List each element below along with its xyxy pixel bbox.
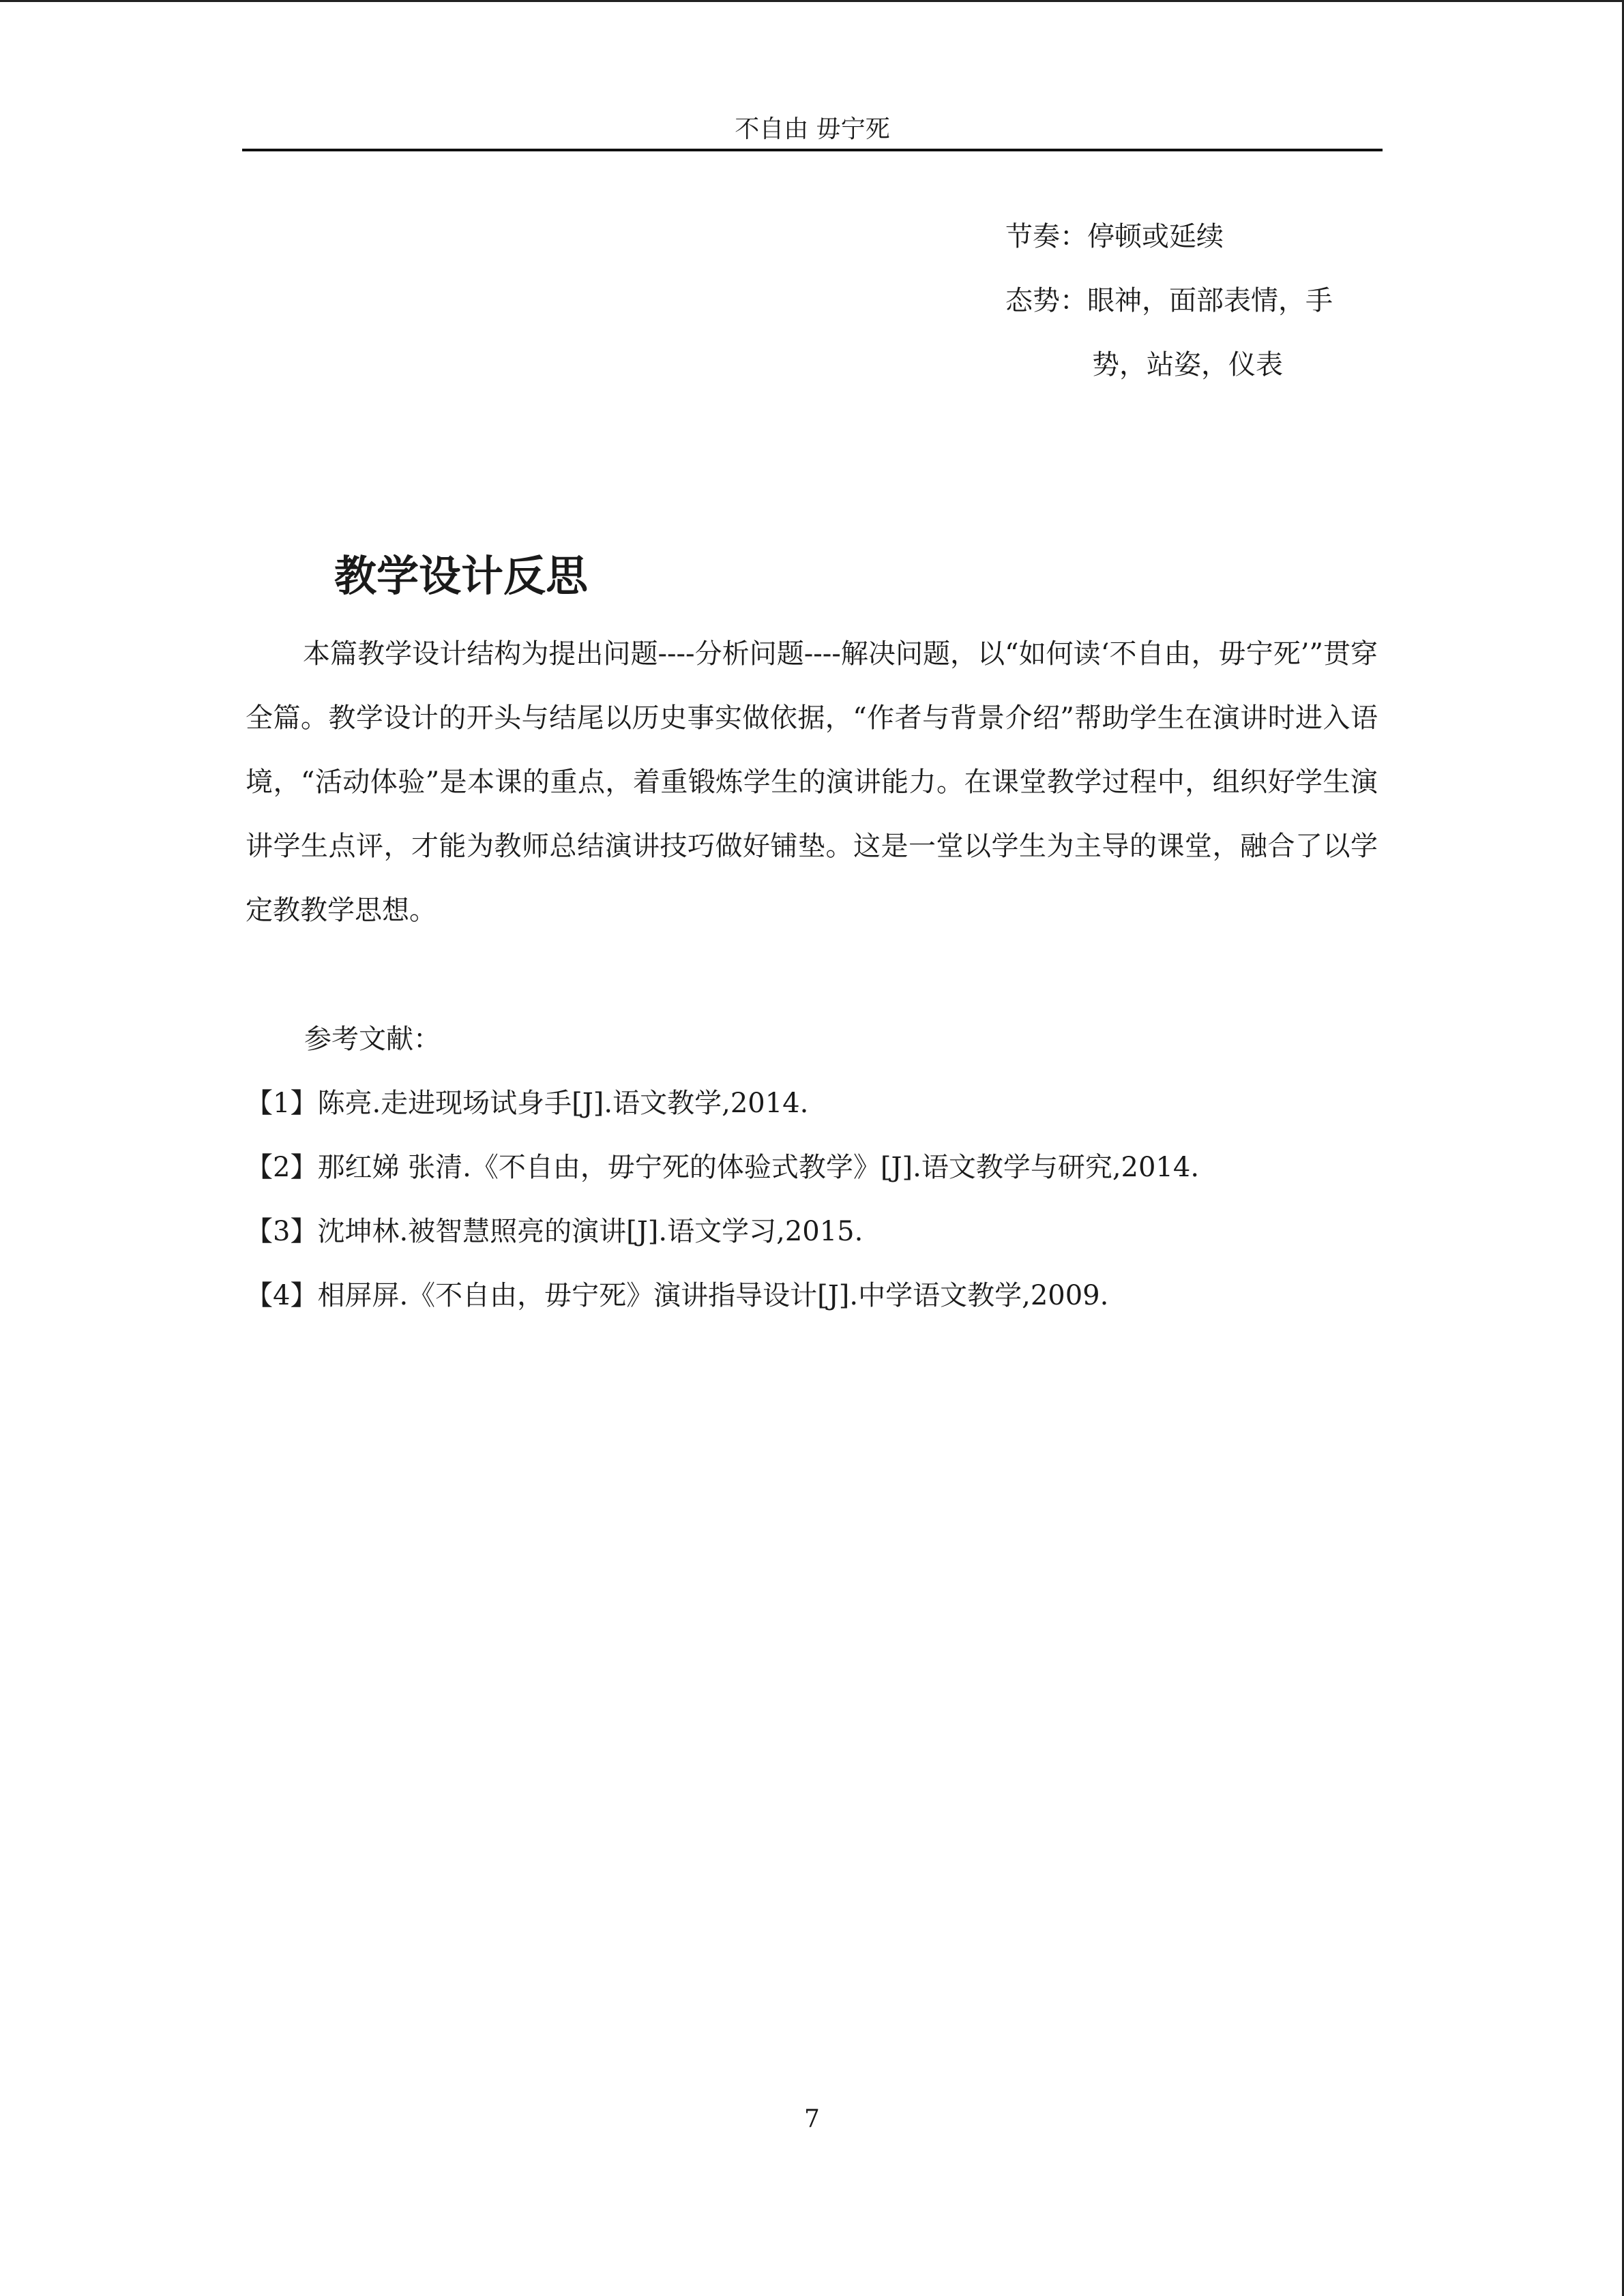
note-rhythm: 节奏：停顿或延续: [1005, 221, 1224, 252]
section-heading: 教学设计反思: [334, 551, 589, 601]
note-posture-continued: 势，站姿，仪表: [1092, 349, 1283, 381]
reflection-paragraph: 本篇教学设计结构为提出问题----分析问题----解决问题，以“如何读‘不自由，毋宁死’”贯穿全篇。教学设计的开头与结尾以历史事实做依据，“作者与背景介绍”帮助学生在演讲时进入语境，“活动体验”是本课的重点，着重锻炼学生的演讲能力。在课堂教学过程中，组织好学生演讲学生点评，才能为教师总结演讲技巧做好铺垫。这是一堂以学生为主导的课堂，融合了以学定教教学思想。: [246, 638, 1378, 926]
page-number: 7: [804, 2105, 820, 2133]
header-title: 不自由 毋宁死: [735, 115, 890, 143]
reference-item: 【1】陈亮.走进现场试身手[J].语文教学,2014.: [246, 1088, 809, 1119]
reference-item: 【3】沈坤林.被智慧照亮的演讲[J].语文学习,2015.: [246, 1216, 863, 1247]
note-posture: 态势：眼神，面部表情，手: [1005, 285, 1333, 316]
speech-notes: [1005, 205, 1387, 397]
reference-item: 【4】相屏屏.《不自由，毋宁死》演讲指导设计[J].中学语文教学,2009.: [246, 1280, 1109, 1311]
references-heading: 参考文献：: [304, 1024, 441, 1055]
references-list: [246, 1071, 1378, 1328]
running-header: [242, 110, 1383, 151]
reference-item: 【2】那红娣 张清.《不自由，毋宁死的体验式教学》[J].语文教学与研究,2014.: [246, 1152, 1200, 1183]
